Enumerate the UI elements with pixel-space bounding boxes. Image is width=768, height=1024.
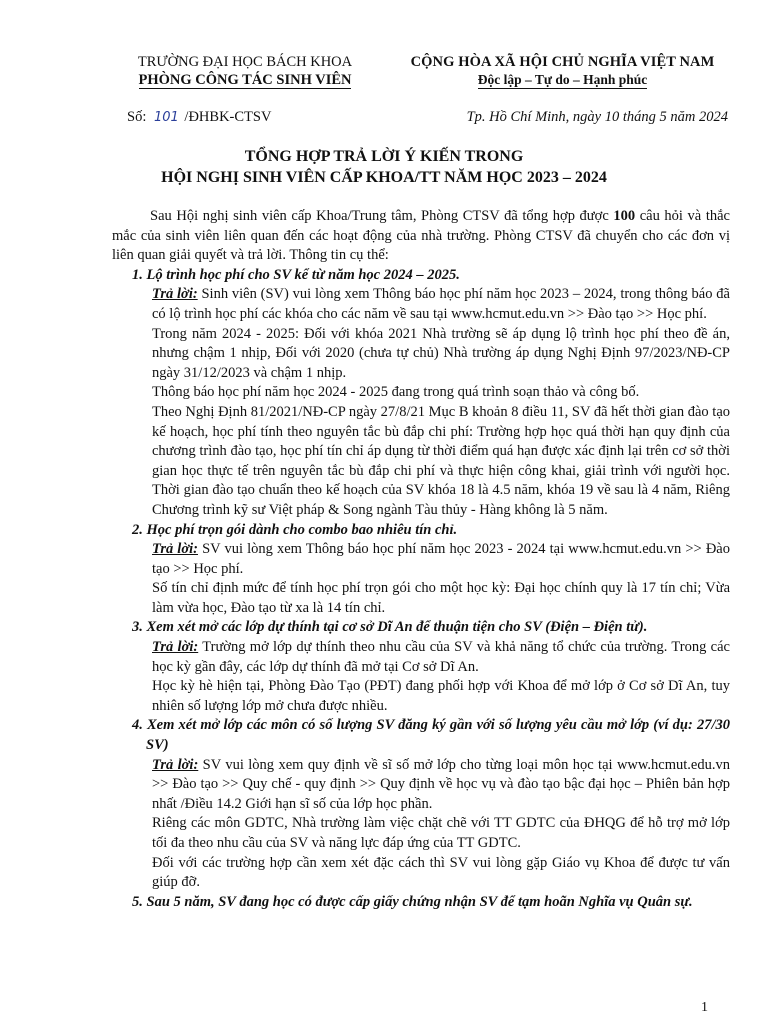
question-count: 100 <box>613 208 636 224</box>
question-2: 2. Học phí trọn gói dành cho combo bao nhiêu tín chỉ. <box>132 521 458 538</box>
document-body <box>112 207 730 912</box>
answer-4-paragraph: Đối với các trường hợp cần xem xét đặc cách thì SV vui lòng gặp Giáo vụ Khoa để được tư vấn giúp đỡ. <box>152 854 730 891</box>
document-number-suffix: /ĐHBK-CTSV <box>184 109 272 125</box>
page-number: 1 <box>701 1000 708 1015</box>
answer-label: Trả lời: <box>152 541 198 558</box>
university-name: TRƯỜNG ĐẠI HỌC BÁCH KHOA <box>137 54 353 70</box>
issue-date: Tp. Hồ Chí Minh, ngày 10 tháng 5 năm 2024 <box>466 109 728 125</box>
answer-3: Trả lời: Trường mở lớp dự thính theo nhu cầu của SV và khả năng tổ chức của trường. Trong các học kỳ gần đây, các lớp dự thính đã mở tại Cơ sở Dĩ An. <box>152 639 730 675</box>
answer-1: Trả lời: Sinh viên (SV) vui lòng xem Thông báo học phí năm học 2023 – 2024, trong thông báo đã có lộ trình học phí các khóa cho các năm về sau tại www.hcmut.edu.vn >> Đào tạo >> Học phí. <box>152 286 730 322</box>
document-number-prefix: Số: <box>127 109 147 125</box>
document-number <box>127 109 271 126</box>
answer-2-paragraph: Số tín chỉ định mức để tính học phí trọn gói cho một học kỳ: Đại học chính quy là 17 tín chỉ; Vừa làm vừa học, Đào tạo từ xa là 14 tín chỉ. <box>152 580 730 616</box>
office-name: PHÒNG CÔNG TÁC SINH VIÊN <box>138 72 352 88</box>
answer-1-paragraph: Thông báo học phí năm học 2024 - 2025 đang trong quá trình soạn thảo và công bố. <box>152 384 640 401</box>
answer-4-paragraph: Riêng các môn GDTC, Nhà trường làm việc chặt chẽ với TT GDTC của ĐHQG để hỗ trợ mở lớp tối đa theo nhu cầu của SV và năng lực đáp ứng của TT GDTC. <box>152 815 730 851</box>
country-name: CỘNG HÒA XÃ HỘI CHỦ NGHĨA VIỆT NAM <box>410 54 715 70</box>
question-5: 5. Sau 5 năm, SV đang học có được cấp giấy chứng nhận SV để tạm hoãn Nghĩa vụ Quân sự. <box>132 893 693 910</box>
question-3: 3. Xem xét mở các lớp dự thính tại cơ sở Dĩ An để thuận tiện cho SV (Điện – Điện tử). <box>132 619 648 636</box>
intro-paragraph: Sau Hội nghị sinh viên cấp Khoa/Trung tâm, Phòng CTSV đã tổng hợp được 100 câu hỏi và thắc mắc của sinh viên liên quan đến các hoạt động của nhà trường. Phòng CTSV đã chuyển cho các đơn vị liên quan giải quyết và trả lời. Thông tin cụ thể: <box>112 208 730 264</box>
answer-1-paragraph: Theo Nghị Định 81/2021/NĐ-CP ngày 27/8/21 Mục B khoản 8 điều 11, SV đã hết thời gian đào tạo kế hoạch, học phí tính theo nguyên tắc bù đắp chi phí: Trường hợp học quá thời hạn quy định của chương trình đào tạo, học phí tín chỉ áp dụng từ thời điểm quá hạn được xác định lại trên cơ sở thời gian học thực tế trên nguyên tắc bù đắp chi phí và thực hiện công khai, giải trình với người học. Thời gian đào tạo chuẩn theo kế hoạch của SV khóa 18 là 4.5 năm, khóa 19 về sau là 4 năm, Riêng Chương trình kỹ sư Việt pháp & Song ngành Tàu thủy - Hàng không là 5 năm. <box>152 403 730 518</box>
question-1: 1. Lộ trình học phí cho SV kể từ năm học 2024 – 2025. <box>132 266 460 283</box>
answer-3-paragraph: Học kỳ hè hiện tại, Phòng Đào Tạo (PĐT) đang phối hợp với Khoa để mở lớp ở Cơ sở Dĩ An, tuy nhiên số lượng lớp mở chưa được nhiều. <box>152 678 730 714</box>
handwritten-number: 101 <box>153 110 179 125</box>
answer-2: Trả lời: SV vui lòng xem Thông báo học phí năm học 2023 - 2024 tại www.hcmut.edu.vn >> Đào tạo >> Học phí. <box>152 541 730 577</box>
national-motto: Độc lập – Tự do – Hạnh phúc <box>477 72 648 87</box>
document-title-line1: TỔNG HỢP TRẢ LỜI Ý KIẾN TRONG <box>244 148 524 165</box>
national-header <box>390 53 735 89</box>
document-title-line2: HỘI NGHỊ SINH VIÊN CẤP KHOA/TT NĂM HỌC 2023 – 2024 <box>161 169 607 186</box>
answer-4: Trả lời: SV vui lòng xem quy định về sĩ số mở lớp cho từng loại môn học tại www.hcmut.edu.vn >> Đào tạo >> Quy chế - quy định >> Quy định về học vụ và đào tạo bậc đại học – Phiên bản hợp nhất /Điều 14.2 Giới hạn sĩ số của lớp học phần. <box>152 756 730 812</box>
question-4: 4. Xem xét mở lớp các môn có số lượng SV đăng ký gần với số lượng yêu cầu mở lớp (ví dụ: 27/30 SV) <box>132 717 730 754</box>
answer-label: Trả lời: <box>152 756 199 773</box>
answer-label: Trả lời: <box>152 286 198 303</box>
answer-1-paragraph: Trong năm 2024 - 2025: Đối với khóa 2021 Nhà trường sẽ áp dụng lộ trình học phí theo đề án, nhưng chậm 1 nhịp, Đối với 2020 (chưa tự chủ) Nhà trường áp dụng Nghị Định 97/2023/NĐ-CP ngày 31/12/2023 và chậm 1 nhịp. <box>152 325 730 381</box>
answer-label: Trả lời: <box>152 639 199 656</box>
issuer-header <box>100 53 390 89</box>
